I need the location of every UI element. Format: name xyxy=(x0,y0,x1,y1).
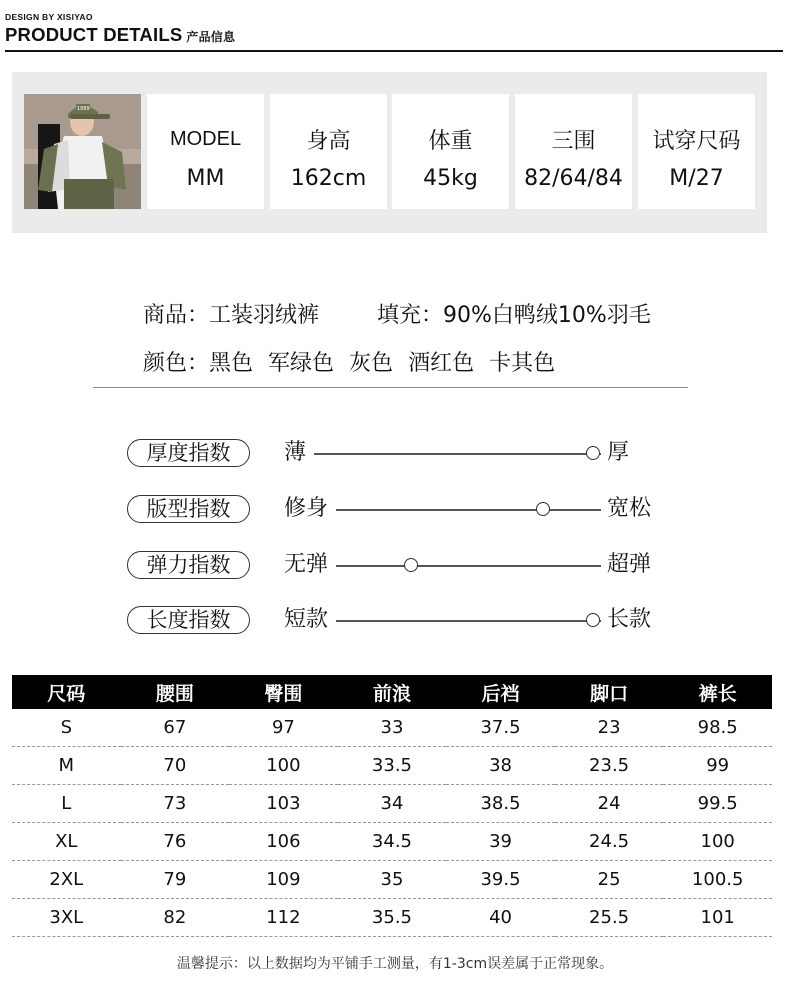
table-cell: 25 xyxy=(555,861,664,899)
table-cell: M xyxy=(12,747,121,785)
table-row xyxy=(12,823,772,861)
product-info-line-2 xyxy=(143,346,555,377)
model-photo xyxy=(24,94,141,209)
metric-track xyxy=(336,509,601,511)
metric-high-label: 厚 xyxy=(607,440,630,465)
table-cell: 67 xyxy=(121,709,230,747)
size-value: M/27 xyxy=(669,166,724,191)
metric-label: 版型指数 xyxy=(127,495,250,523)
table-row xyxy=(12,861,772,899)
model-cell-name xyxy=(147,94,264,209)
metric-thickness xyxy=(127,437,687,471)
column-header: 脚口 xyxy=(555,675,664,709)
page-header xyxy=(5,8,783,52)
column-header: 前浪 xyxy=(338,675,447,709)
column-header: 腰围 xyxy=(121,675,230,709)
metric-knob xyxy=(586,613,600,627)
weight-label: 体重 xyxy=(428,129,473,154)
cap-text: 1889 xyxy=(77,106,90,112)
table-cell: 3XL xyxy=(12,899,121,937)
metric-track xyxy=(336,620,601,622)
table-cell: 103 xyxy=(229,785,338,823)
model-cell-height xyxy=(270,94,387,209)
column-header: 裤长 xyxy=(663,675,772,709)
model-photo-illustration xyxy=(24,94,141,209)
table-cell: 24 xyxy=(555,785,664,823)
weight-value: 45kg xyxy=(423,166,478,191)
metric-knob xyxy=(404,558,418,572)
table-cell: S xyxy=(12,709,121,747)
table-cell: 70 xyxy=(121,747,230,785)
table-row xyxy=(12,709,772,747)
table-cell: 82 xyxy=(121,899,230,937)
metric-knob xyxy=(536,502,550,516)
brand-label: DESIGN BY XISIYAO xyxy=(5,12,93,22)
title-cn: 产品信息 xyxy=(186,30,236,44)
color-item: 黑色 xyxy=(209,351,254,376)
table-cell: 40 xyxy=(446,899,555,937)
metric-length xyxy=(127,604,687,638)
table-cell: 106 xyxy=(229,823,338,861)
color-item: 酒红色 xyxy=(408,351,475,376)
metric-low-label: 修身 xyxy=(284,496,329,521)
table-cell: 33 xyxy=(338,709,447,747)
metric-label: 长度指数 xyxy=(127,606,250,634)
column-header: 后裆 xyxy=(446,675,555,709)
size-label: 试穿尺码 xyxy=(652,129,741,154)
metric-track xyxy=(336,565,601,567)
metric-high-label: 宽松 xyxy=(607,496,652,521)
model-value: MM xyxy=(186,166,225,191)
table-cell: 37.5 xyxy=(446,709,555,747)
table-cell: 100 xyxy=(229,747,338,785)
table-cell: 100 xyxy=(663,823,772,861)
page-title xyxy=(5,24,235,46)
metric-label: 厚度指数 xyxy=(127,439,250,467)
table-row xyxy=(12,899,772,937)
color-item: 卡其色 xyxy=(489,351,556,376)
filling-text: 填充：90%白鸭绒10%羽毛 xyxy=(377,303,651,328)
metric-track xyxy=(314,453,601,455)
table-cell: XL xyxy=(12,823,121,861)
model-cell-measurements xyxy=(515,94,632,209)
table-cell: 2XL xyxy=(12,861,121,899)
table-cell: 23 xyxy=(555,709,664,747)
model-cell-weight xyxy=(392,94,509,209)
colors-label: 颜色： xyxy=(143,351,210,376)
table-cell: 35 xyxy=(338,861,447,899)
table-cell: 25.5 xyxy=(555,899,664,937)
model-cell-size xyxy=(638,94,755,209)
table-cell: 73 xyxy=(121,785,230,823)
metric-fit xyxy=(127,493,687,527)
metric-low-label: 短款 xyxy=(284,607,329,632)
table-cell: 34 xyxy=(338,785,447,823)
table-cell: 33.5 xyxy=(338,747,447,785)
metric-low-label: 薄 xyxy=(284,440,307,465)
table-cell: 97 xyxy=(229,709,338,747)
measurements-label: 三围 xyxy=(551,129,596,154)
size-table xyxy=(12,675,772,937)
table-cell: 109 xyxy=(229,861,338,899)
color-item: 灰色 xyxy=(349,351,394,376)
metric-high-label: 超弹 xyxy=(607,552,652,577)
table-cell: 112 xyxy=(229,899,338,937)
column-header: 尺码 xyxy=(12,675,121,709)
table-cell: 23.5 xyxy=(555,747,664,785)
model-label: MODEL xyxy=(169,128,242,150)
measurements-value: 82/64/84 xyxy=(524,166,623,191)
measurement-note: 温馨提示：以上数据均为平铺手工测量，有1-3cm误差属于正常现象。 xyxy=(176,956,614,972)
metric-stretch xyxy=(127,549,687,583)
table-cell: 39 xyxy=(446,823,555,861)
table-cell: 24.5 xyxy=(555,823,664,861)
column-header: 臀围 xyxy=(229,675,338,709)
model-panel xyxy=(12,72,767,233)
table-row xyxy=(12,785,772,823)
table-cell: 38.5 xyxy=(446,785,555,823)
table-cell: 99.5 xyxy=(663,785,772,823)
table-cell: 34.5 xyxy=(338,823,447,861)
metric-low-label: 无弹 xyxy=(284,552,329,577)
info-divider xyxy=(93,387,688,388)
table-row xyxy=(12,747,772,785)
metric-knob xyxy=(586,446,600,460)
color-item: 军绿色 xyxy=(268,351,335,376)
table-cell: L xyxy=(12,785,121,823)
table-cell: 98.5 xyxy=(663,709,772,747)
height-label: 身高 xyxy=(306,129,351,154)
table-cell: 101 xyxy=(663,899,772,937)
product-info-line-1 xyxy=(143,298,651,329)
table-cell: 38 xyxy=(446,747,555,785)
height-value: 162cm xyxy=(290,166,367,191)
size-table-header xyxy=(12,675,772,709)
table-cell: 79 xyxy=(121,861,230,899)
title-text: PRODUCT DETAILS xyxy=(5,24,183,45)
metric-high-label: 长款 xyxy=(607,607,652,632)
metric-label: 弹力指数 xyxy=(127,551,250,579)
goods-text: 商品：工装羽绒裤 xyxy=(143,303,320,328)
table-cell: 100.5 xyxy=(663,861,772,899)
table-cell: 35.5 xyxy=(338,899,447,937)
table-cell: 39.5 xyxy=(446,861,555,899)
table-cell: 76 xyxy=(121,823,230,861)
table-cell: 99 xyxy=(663,747,772,785)
